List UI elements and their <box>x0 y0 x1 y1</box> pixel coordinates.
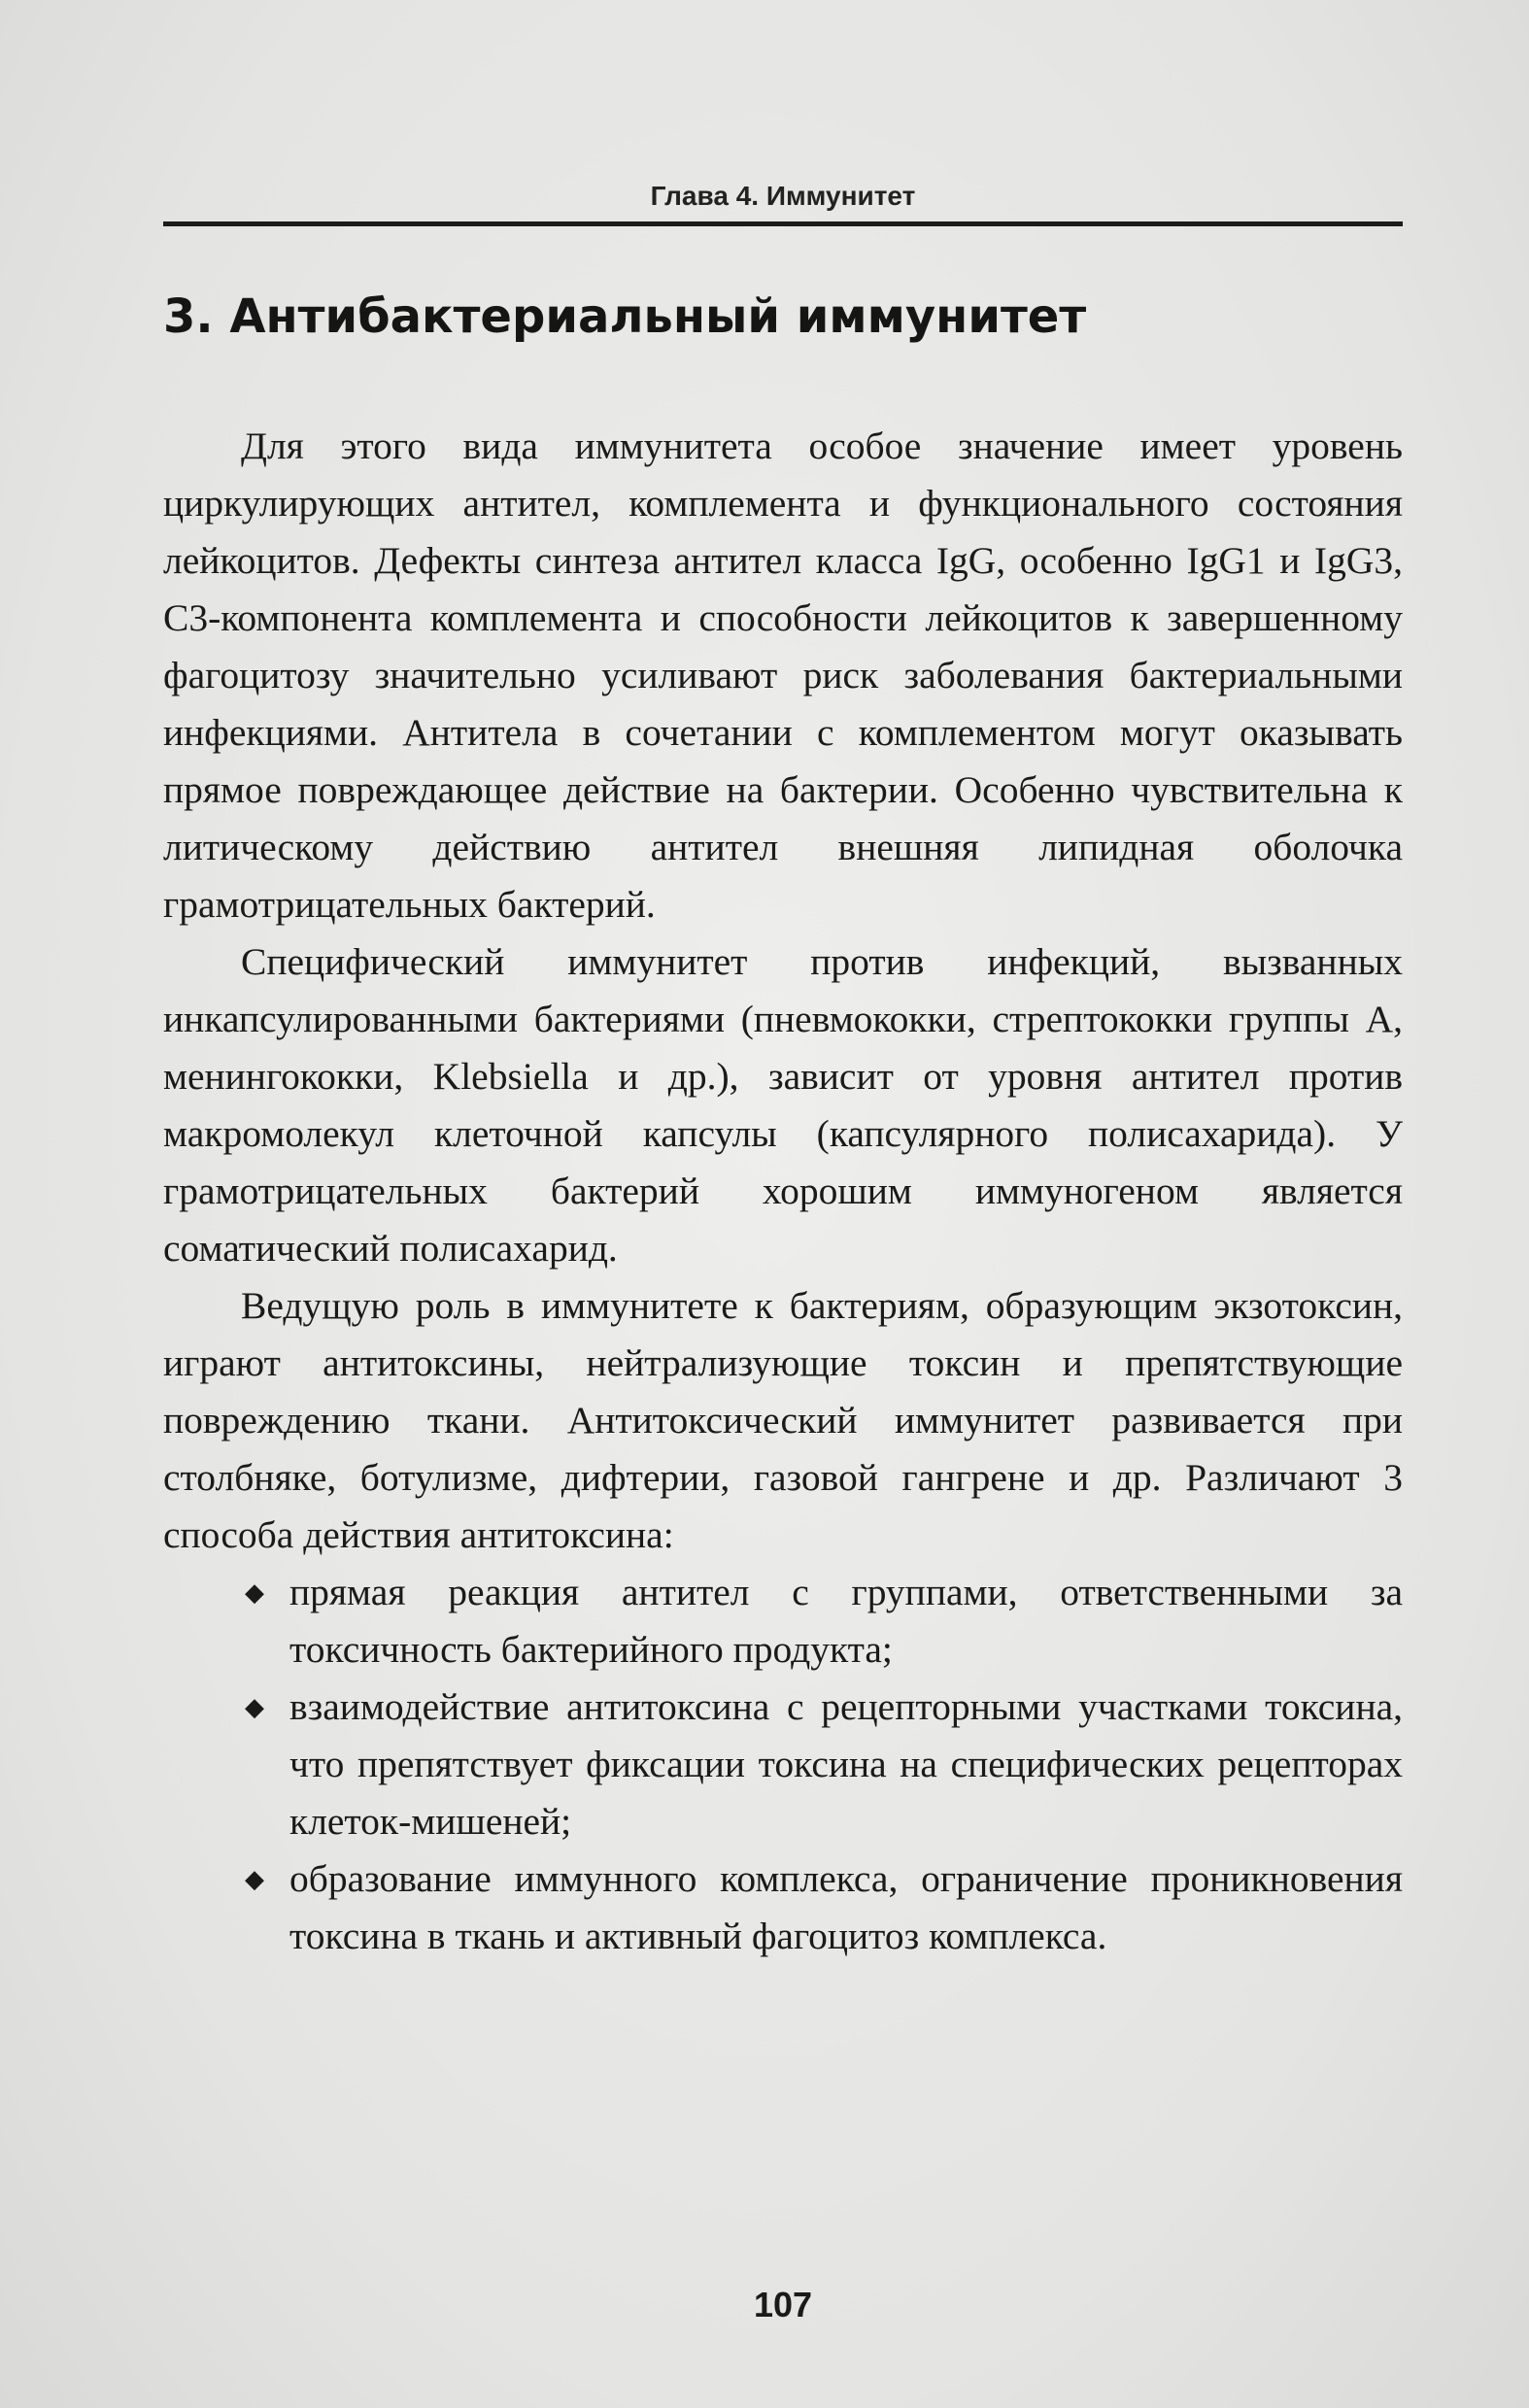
paragraph: Ведущую роль в иммунитете к бактериям, образующим экзотоксин, играют антитоксины, нейтрализующие токсин и препятствующие повреждению ткани. Антитоксический иммунитет развивается при столбняке, ботулизме, дифтерии, газовой гангрене и др. Различают 3 способа действия антитоксина: <box>163 1284 1403 1556</box>
header-rule <box>163 221 1403 226</box>
diamond-bullet-icon: ◆ <box>245 1693 264 1721</box>
list-item-text: прямая реакция антител с группами, ответственными за токсичность бактерийного продукта; <box>289 1571 1403 1671</box>
paragraph: Для этого вида иммунитета особое значение имеет уровень циркулирующих антител, комплемента и функционального состояния лейкоцитов. Дефекты синтеза антител класса IgG, особенно IgG1 и IgG3, С3-компонента комплемента и способности лейкоцитов к завершенному фагоцитозу значительно усиливают риск заболевания бактериальными инфекциями. Антитела в сочетании с комплементом могут оказывать прямое повреждающее действие на бактерии. Особенно чувствительна к литическому действию антител внешняя липидная оболочка грамотрицательных бактерий. <box>163 424 1403 926</box>
running-head: Глава 4. Иммунитет <box>650 181 916 211</box>
body-text <box>163 418 1403 1965</box>
section-title: 3. Антибактериальный иммунитет <box>163 289 1087 344</box>
list-item-text: образование иммунного комплекса, ограничение проникновения токсина в ткань и активный фагоцитоз комплекса. <box>289 1857 1403 1957</box>
diamond-bullet-icon: ◆ <box>245 1865 264 1893</box>
diamond-bullet-icon: ◆ <box>245 1578 264 1607</box>
bullet-list <box>163 1564 1403 1965</box>
list-item-text: взаимодействие антитоксина с рецепторными участками токсина, что препятствует фиксации токсина на специфических рецепторах клеток-мишеней; <box>289 1685 1403 1843</box>
page-number: 107 <box>753 2285 813 2324</box>
list-item <box>163 1679 1403 1850</box>
paragraph: Специфический иммунитет против инфекций, вызванных инкапсулированными бактериями (пневмококки, стрептококки группы А, менингококки, Klebsiella и др.), зависит от уровня антител против макромолекул клеточной капсулы (капсулярного полисахарида). У грамотрицательных бактерий хорошим иммуногеном является соматический полисахарид. <box>163 940 1403 1270</box>
list-item <box>163 1564 1403 1679</box>
list-item <box>163 1850 1403 1965</box>
